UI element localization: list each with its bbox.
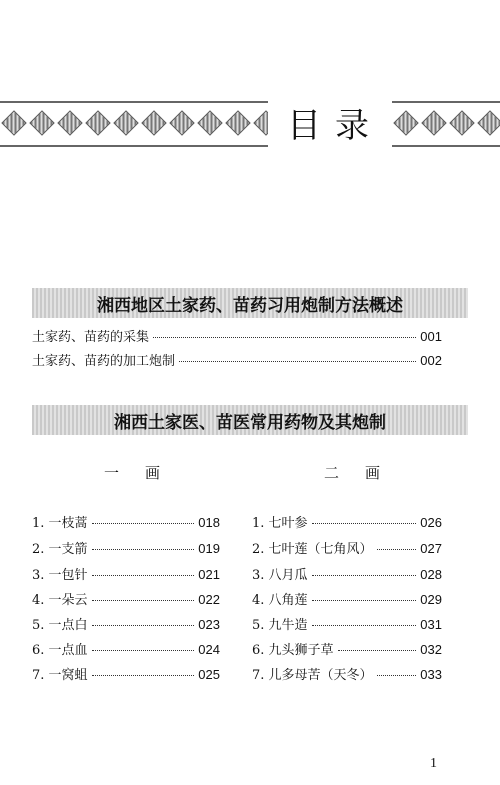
toc-entry[interactable]: [32, 512, 220, 531]
toc-entry-label: 7. 儿多母苦（天冬）: [252, 668, 373, 683]
toc-entry[interactable]: [32, 589, 220, 608]
leader-dots: [338, 650, 417, 651]
toc-entry[interactable]: [252, 512, 442, 531]
toc-entry-label: 2. 七叶莲（七角风）: [252, 542, 373, 557]
leader-dots: [92, 549, 195, 550]
toc-entry-label: 5. 一点白: [32, 618, 88, 633]
diamond-icon: [198, 111, 222, 135]
toc-entry[interactable]: [32, 614, 220, 633]
toc-entry-label: 3. 八月瓜: [252, 568, 308, 583]
toc-entry[interactable]: [32, 350, 442, 369]
leader-dots: [377, 675, 417, 676]
leader-dots: [179, 361, 416, 362]
toc-entry-label: 5. 九牛造: [252, 618, 308, 633]
toc-entry-label: 6. 一点血: [32, 643, 88, 658]
diamond-icon: [478, 111, 500, 135]
leader-dots: [312, 600, 417, 601]
toc-entry[interactable]: [252, 664, 442, 683]
toc-entry-label: 4. 八角莲: [252, 593, 308, 608]
ornament-line: [392, 145, 500, 147]
toc-entry[interactable]: [32, 664, 220, 683]
ornament-band-right: [392, 103, 500, 143]
toc-entry-label: 2. 一支箭: [32, 542, 88, 557]
toc-entry-page: 026: [420, 515, 442, 530]
toc-entry-label: 4. 一朵云: [32, 593, 88, 608]
diamond-icon: [254, 111, 268, 135]
diamond-icon: [142, 111, 166, 135]
leader-dots: [92, 600, 195, 601]
toc-entry-label: 1. 七叶参: [252, 516, 308, 531]
leader-dots: [92, 650, 195, 651]
toc-entry-label: 6. 九头狮子草: [252, 643, 334, 658]
leader-dots: [92, 523, 195, 524]
toc-entry-page: 029: [420, 592, 442, 607]
toc-entry[interactable]: [252, 614, 442, 633]
leader-dots: [312, 625, 417, 626]
toc-entry-page: 002: [420, 353, 442, 368]
toc-entry[interactable]: [252, 564, 442, 583]
toc-entry[interactable]: [252, 538, 442, 557]
diamond-icon: [114, 111, 138, 135]
leader-dots: [92, 625, 195, 626]
toc-entry[interactable]: [32, 538, 220, 557]
toc-entry[interactable]: [252, 639, 442, 658]
section-heading: 湘西土家医、苗医常用药物及其炮制: [32, 405, 468, 435]
toc-entry-label: 3. 一包针: [32, 568, 88, 583]
toc-entry[interactable]: [32, 326, 442, 345]
page-number: 1: [430, 756, 437, 771]
page-title: 目录: [287, 106, 383, 146]
diamond-icon: [30, 111, 54, 135]
toc-entry[interactable]: [252, 589, 442, 608]
leader-dots: [377, 549, 417, 550]
column-heading: 一画: [103, 464, 186, 482]
leader-dots: [153, 337, 416, 338]
leader-dots: [312, 523, 417, 524]
toc-entry-page: 019: [198, 541, 220, 556]
diamond-icon: [2, 111, 26, 135]
diamond-icon: [58, 111, 82, 135]
toc-entry-label: 7. 一窝蛆: [32, 668, 88, 683]
ornament-line: [0, 145, 268, 147]
diamond-icon: [450, 111, 474, 135]
toc-entry-page: 021: [198, 567, 220, 582]
diamond-icon: [170, 111, 194, 135]
column-heading: 二画: [323, 464, 406, 482]
diamond-icon: [226, 111, 250, 135]
section-heading: 湘西地区土家药、苗药习用炮制方法概述: [32, 288, 468, 318]
toc-entry-page: 001: [420, 329, 442, 344]
toc-entry[interactable]: [32, 564, 220, 583]
toc-entry-label: 土家药、苗药的采集: [32, 330, 150, 345]
leader-dots: [92, 675, 195, 676]
toc-entry-page: 022: [198, 592, 220, 607]
leader-dots: [92, 575, 195, 576]
diamond-icon: [422, 111, 446, 135]
toc-entry-page: 025: [198, 667, 220, 682]
toc-entry-page: 018: [198, 515, 220, 530]
toc-entry-label: 土家药、苗药的加工炮制: [32, 354, 176, 369]
diamond-icon: [86, 111, 110, 135]
ornament-band-left: [0, 103, 268, 143]
toc-entry[interactable]: [32, 639, 220, 658]
leader-dots: [312, 575, 417, 576]
toc-entry-page: 031: [420, 617, 442, 632]
toc-entry-label: 1. 一枝蒿: [32, 516, 88, 531]
toc-entry-page: 033: [420, 667, 442, 682]
toc-entry-page: 027: [420, 541, 442, 556]
toc-entry-page: 024: [198, 642, 220, 657]
toc-entry-page: 028: [420, 567, 442, 582]
toc-entry-page: 032: [420, 642, 442, 657]
toc-entry-page: 023: [198, 617, 220, 632]
diamond-icon: [394, 111, 418, 135]
